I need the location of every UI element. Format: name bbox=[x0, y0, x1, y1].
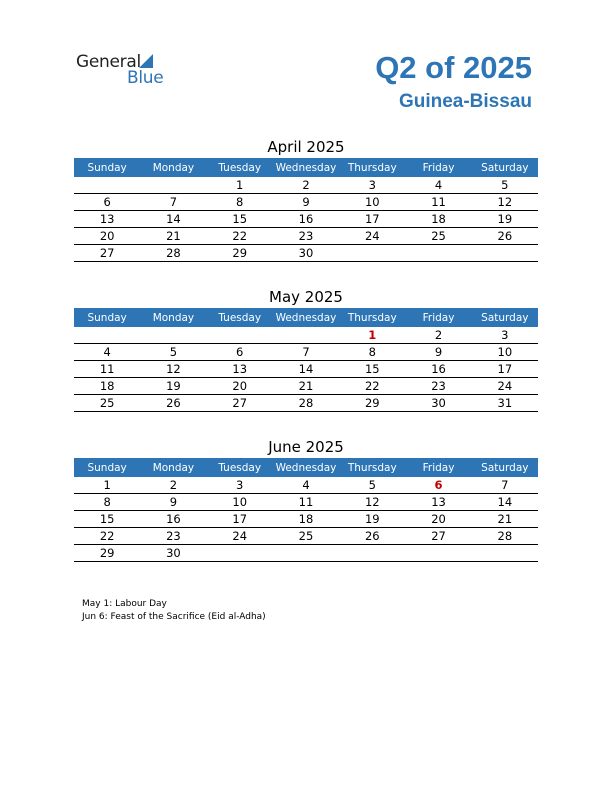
day-cell: 4 bbox=[74, 344, 140, 361]
day-cell: 31 bbox=[472, 395, 538, 412]
day-cell: 1 bbox=[207, 177, 273, 194]
day-cell: 14 bbox=[472, 494, 538, 511]
week-row bbox=[74, 395, 538, 412]
day-cell: 22 bbox=[207, 228, 273, 245]
day-cell: 19 bbox=[339, 511, 405, 528]
day-cell: 5 bbox=[472, 177, 538, 194]
weekday-header: Wednesday bbox=[273, 458, 339, 477]
day-cell: 11 bbox=[74, 361, 140, 378]
week-row bbox=[74, 245, 538, 262]
logo-blue-text: Blue bbox=[127, 68, 164, 88]
day-cell: 19 bbox=[140, 378, 206, 395]
weekday-header: Sunday bbox=[74, 158, 140, 177]
page-title: Q2 of 2025 bbox=[375, 50, 532, 85]
day-cell: 2 bbox=[405, 327, 471, 344]
day-cell: 23 bbox=[405, 378, 471, 395]
day-cell: 1 bbox=[74, 477, 140, 494]
day-cell: 6 bbox=[74, 194, 140, 211]
day-cell: 8 bbox=[207, 194, 273, 211]
holiday-notes bbox=[82, 598, 266, 623]
weekday-header: Thursday bbox=[339, 158, 405, 177]
week-row bbox=[74, 511, 538, 528]
empty-day-cell bbox=[74, 327, 140, 344]
day-cell: 30 bbox=[140, 545, 206, 562]
month-title: June 2025 bbox=[268, 438, 344, 456]
day-cell: 6 bbox=[207, 344, 273, 361]
week-row bbox=[74, 327, 538, 344]
weekday-header: Saturday bbox=[472, 458, 538, 477]
day-cell: 15 bbox=[207, 211, 273, 228]
day-cell: 24 bbox=[207, 528, 273, 545]
calendar-table bbox=[74, 308, 538, 412]
day-cell: 12 bbox=[472, 194, 538, 211]
week-row bbox=[74, 194, 538, 211]
week-row bbox=[74, 344, 538, 361]
day-cell: 17 bbox=[339, 211, 405, 228]
weekday-header-row bbox=[74, 308, 538, 327]
weekday-header: Tuesday bbox=[207, 458, 273, 477]
day-cell: 24 bbox=[472, 378, 538, 395]
weekday-header: Sunday bbox=[74, 308, 140, 327]
day-cell: 26 bbox=[140, 395, 206, 412]
day-cell: 8 bbox=[339, 344, 405, 361]
day-cell: 18 bbox=[74, 378, 140, 395]
week-row bbox=[74, 177, 538, 194]
logo-triangle-icon bbox=[139, 54, 153, 68]
day-cell: 22 bbox=[339, 378, 405, 395]
day-cell: 20 bbox=[207, 378, 273, 395]
weekday-header: Friday bbox=[405, 158, 471, 177]
month-april bbox=[74, 136, 538, 262]
weekday-header: Friday bbox=[405, 308, 471, 327]
day-cell: 4 bbox=[273, 477, 339, 494]
day-cell: 16 bbox=[140, 511, 206, 528]
day-cell: 9 bbox=[405, 344, 471, 361]
day-cell: 18 bbox=[405, 211, 471, 228]
day-cell: 24 bbox=[339, 228, 405, 245]
week-row bbox=[74, 228, 538, 245]
weekday-header: Sunday bbox=[74, 458, 140, 477]
day-cell: 28 bbox=[472, 528, 538, 545]
month-title: May 2025 bbox=[269, 288, 343, 306]
day-cell: 19 bbox=[472, 211, 538, 228]
day-cell: 9 bbox=[140, 494, 206, 511]
weekday-header: Thursday bbox=[339, 458, 405, 477]
empty-day-cell bbox=[405, 545, 471, 562]
day-cell: 23 bbox=[140, 528, 206, 545]
day-cell: 3 bbox=[207, 477, 273, 494]
empty-day-cell bbox=[74, 177, 140, 194]
weekday-header-row bbox=[74, 458, 538, 477]
week-row bbox=[74, 361, 538, 378]
day-cell: 15 bbox=[339, 361, 405, 378]
day-cell: 11 bbox=[273, 494, 339, 511]
day-cell: 13 bbox=[207, 361, 273, 378]
day-cell: 12 bbox=[339, 494, 405, 511]
empty-day-cell bbox=[140, 177, 206, 194]
day-cell: 25 bbox=[74, 395, 140, 412]
logo-general-text: General bbox=[76, 52, 141, 72]
day-cell: 9 bbox=[273, 194, 339, 211]
day-cell: 29 bbox=[74, 545, 140, 562]
holiday-day-cell: 1 bbox=[339, 327, 405, 344]
week-row bbox=[74, 494, 538, 511]
day-cell: 12 bbox=[140, 361, 206, 378]
day-cell: 17 bbox=[207, 511, 273, 528]
weekday-header: Thursday bbox=[339, 308, 405, 327]
day-cell: 25 bbox=[405, 228, 471, 245]
day-cell: 20 bbox=[405, 511, 471, 528]
day-cell: 8 bbox=[74, 494, 140, 511]
empty-day-cell bbox=[472, 245, 538, 262]
empty-day-cell bbox=[140, 327, 206, 344]
day-cell: 7 bbox=[273, 344, 339, 361]
month-june bbox=[74, 436, 538, 562]
holiday-note: May 1: Labour Day bbox=[82, 599, 167, 609]
month-title: April 2025 bbox=[267, 138, 345, 156]
day-cell: 29 bbox=[339, 395, 405, 412]
day-cell: 7 bbox=[140, 194, 206, 211]
day-cell: 10 bbox=[207, 494, 273, 511]
empty-day-cell bbox=[472, 545, 538, 562]
empty-day-cell bbox=[339, 245, 405, 262]
day-cell: 30 bbox=[405, 395, 471, 412]
weekday-header: Saturday bbox=[472, 308, 538, 327]
weekday-header-row bbox=[74, 158, 538, 177]
weekday-header: Saturday bbox=[472, 158, 538, 177]
day-cell: 27 bbox=[207, 395, 273, 412]
weekday-header: Tuesday bbox=[207, 308, 273, 327]
day-cell: 14 bbox=[273, 361, 339, 378]
empty-day-cell bbox=[207, 545, 273, 562]
day-cell: 21 bbox=[140, 228, 206, 245]
day-cell: 27 bbox=[405, 528, 471, 545]
day-cell: 18 bbox=[273, 511, 339, 528]
week-row bbox=[74, 528, 538, 545]
day-cell: 10 bbox=[339, 194, 405, 211]
week-row bbox=[74, 378, 538, 395]
weekday-header: Friday bbox=[405, 458, 471, 477]
empty-day-cell bbox=[339, 545, 405, 562]
day-cell: 3 bbox=[339, 177, 405, 194]
day-cell: 16 bbox=[405, 361, 471, 378]
weekday-header: Tuesday bbox=[207, 158, 273, 177]
day-cell: 11 bbox=[405, 194, 471, 211]
day-cell: 23 bbox=[273, 228, 339, 245]
day-cell: 25 bbox=[273, 528, 339, 545]
day-cell: 13 bbox=[405, 494, 471, 511]
weekday-header: Wednesday bbox=[273, 308, 339, 327]
day-cell: 7 bbox=[472, 477, 538, 494]
day-cell: 28 bbox=[273, 395, 339, 412]
day-cell: 5 bbox=[339, 477, 405, 494]
day-cell: 3 bbox=[472, 327, 538, 344]
calendar-table bbox=[74, 458, 538, 562]
empty-day-cell bbox=[273, 545, 339, 562]
day-cell: 15 bbox=[74, 511, 140, 528]
day-cell: 26 bbox=[472, 228, 538, 245]
calendar-table bbox=[74, 158, 538, 262]
weekday-header: Wednesday bbox=[273, 158, 339, 177]
day-cell: 2 bbox=[140, 477, 206, 494]
day-cell: 10 bbox=[472, 344, 538, 361]
day-cell: 17 bbox=[472, 361, 538, 378]
week-row bbox=[74, 211, 538, 228]
day-cell: 28 bbox=[140, 245, 206, 262]
empty-day-cell bbox=[405, 245, 471, 262]
weekday-header: Monday bbox=[140, 458, 206, 477]
day-cell: 20 bbox=[74, 228, 140, 245]
day-cell: 13 bbox=[74, 211, 140, 228]
week-row bbox=[74, 545, 538, 562]
month-may bbox=[74, 286, 538, 412]
page-subtitle: Guinea-Bissau bbox=[398, 91, 532, 112]
day-cell: 14 bbox=[140, 211, 206, 228]
day-cell: 4 bbox=[405, 177, 471, 194]
logo bbox=[76, 52, 176, 88]
holiday-note: Jun 6: Feast of the Sacrifice (Eid al-Adha) bbox=[82, 611, 266, 622]
holiday-day-cell: 6 bbox=[405, 477, 471, 494]
day-cell: 22 bbox=[74, 528, 140, 545]
day-cell: 30 bbox=[273, 245, 339, 262]
week-row bbox=[74, 477, 538, 494]
day-cell: 16 bbox=[273, 211, 339, 228]
empty-day-cell bbox=[273, 327, 339, 344]
day-cell: 21 bbox=[273, 378, 339, 395]
day-cell: 5 bbox=[140, 344, 206, 361]
weekday-header: Monday bbox=[140, 158, 206, 177]
day-cell: 29 bbox=[207, 245, 273, 262]
day-cell: 26 bbox=[339, 528, 405, 545]
weekday-header: Monday bbox=[140, 308, 206, 327]
empty-day-cell bbox=[207, 327, 273, 344]
day-cell: 2 bbox=[273, 177, 339, 194]
day-cell: 21 bbox=[472, 511, 538, 528]
day-cell: 27 bbox=[74, 245, 140, 262]
